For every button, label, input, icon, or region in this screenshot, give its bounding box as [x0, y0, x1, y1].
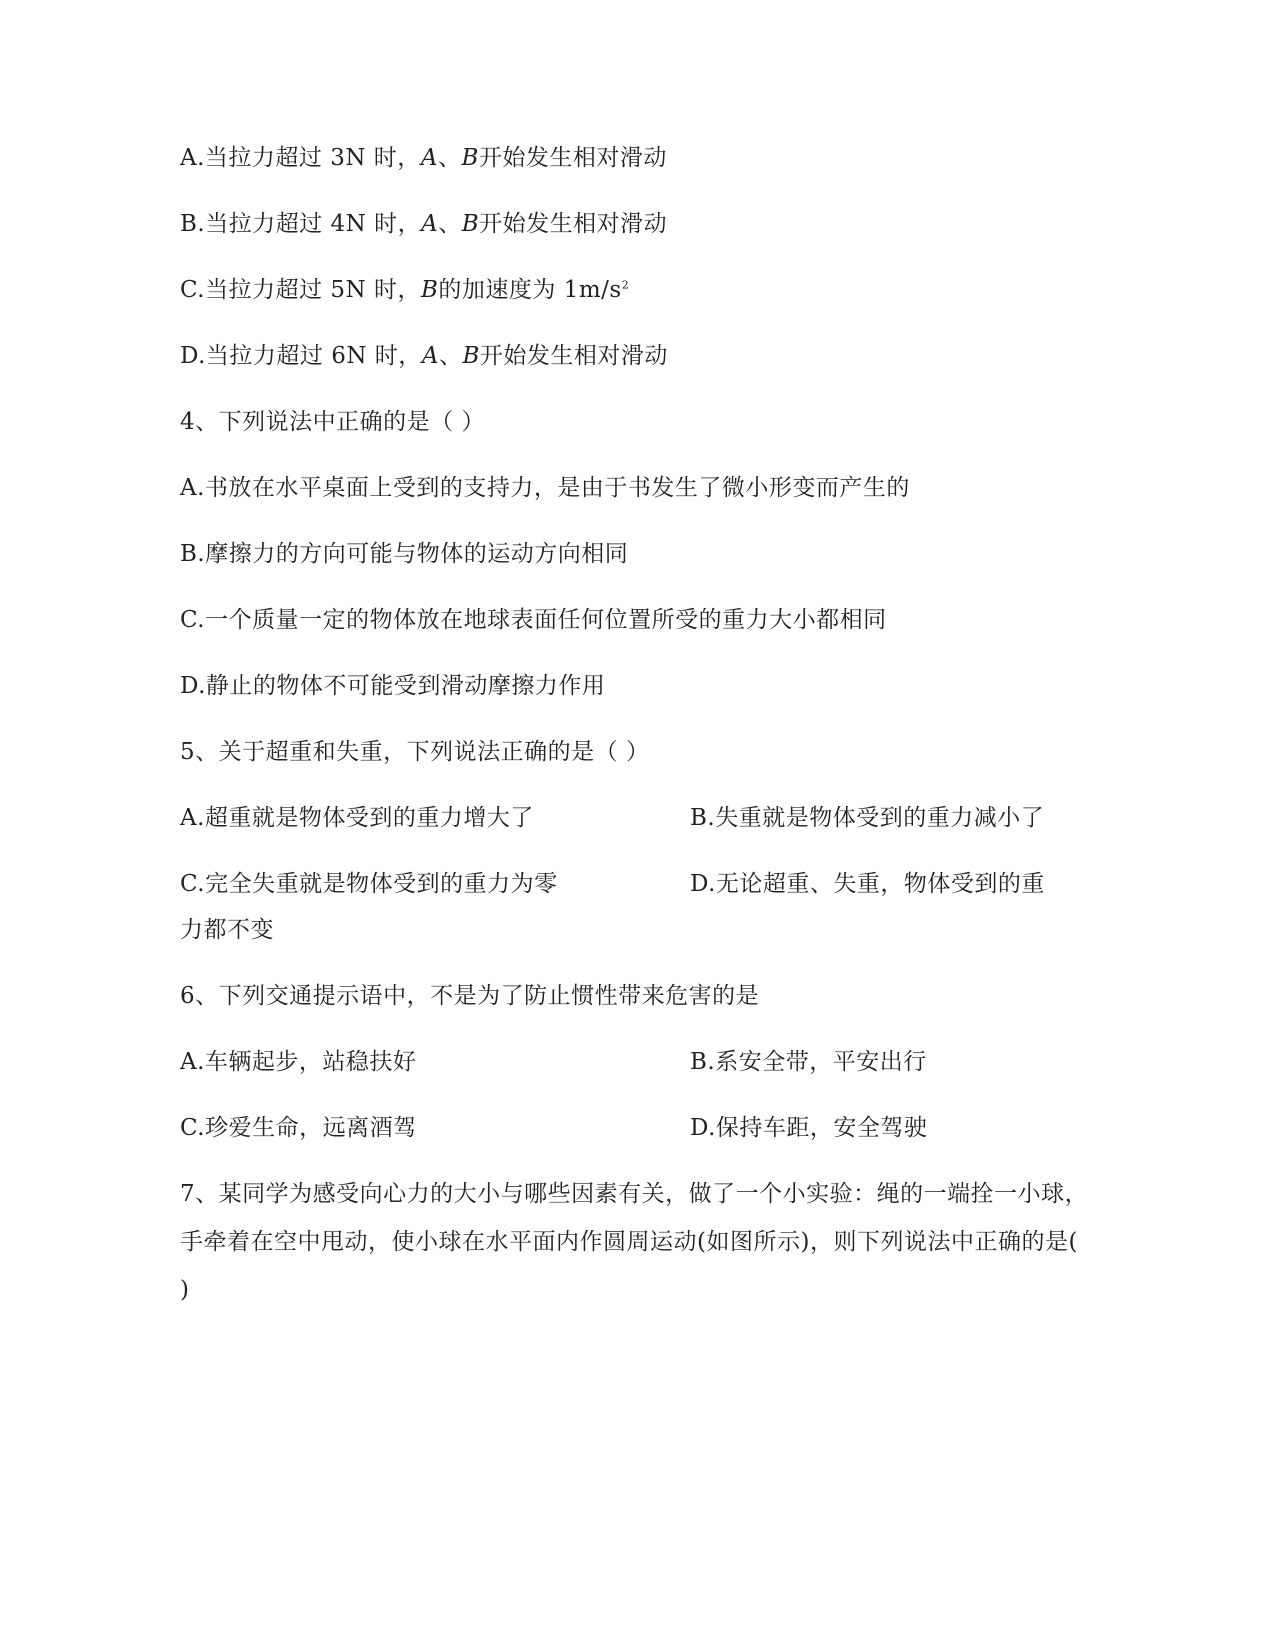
q4-stem: 4、下列说法中正确的是（ ） [180, 409, 485, 435]
q6-option-c: C.珍爱生命，远离酒驾 [180, 1115, 417, 1141]
q3-option-a: A.当拉力超过 3N 时，A、B开始发生相对滑动 [180, 145, 667, 171]
q4-option-c: C.一个质量一定的物体放在地球表面任何位置所受的重力大小都相同 [180, 607, 887, 633]
q3-option-b: B.当拉力超过 4N 时，A、B开始发生相对滑动 [180, 211, 668, 237]
q6-option-b: B.系安全带，平安出行 [690, 1049, 927, 1075]
q5-option-c: C.完全失重就是物体受到的重力为零 [180, 871, 558, 897]
q4-option-d: D.静止的物体不可能受到滑动摩擦力作用 [180, 673, 606, 699]
q3-option-d: D.当拉力超过 6N 时，A、B开始发生相对滑动 [180, 343, 668, 369]
q6-option-a: A.车辆起步，站稳扶好 [180, 1049, 417, 1075]
q4-option-b: B.摩擦力的方向可能与物体的运动方向相同 [180, 541, 629, 567]
q5-option-a: A.超重就是物体受到的重力增大了 [180, 805, 534, 831]
q5-option-d-continuation: 力都不变 [180, 917, 274, 943]
q3-option-c: C.当拉力超过 5N 时，B的加速度为 $1m/s^2$ [180, 277, 630, 303]
q5-option-d: D.无论超重、失重，物体受到的重 [690, 871, 1045, 897]
q5-stem: 5、关于超重和失重，下列说法正确的是（ ） [180, 739, 650, 765]
q6-option-d: D.保持车距，安全驾驶 [690, 1115, 928, 1141]
q5-option-b: B.失重就是物体受到的重力减小了 [690, 805, 1045, 831]
q7-stem: 7、某同学为感受向心力的大小与哪些因素有关，做了一个小实验：绳的一端拴一小球，手牵着在空中甩动，使小球在水平面内作圆周运动(如图所示)，则下列说法中正确的是( ) [180, 1181, 1089, 1303]
q6-stem: 6、下列交通提示语中，不是为了防止惯性带来危害的是 [180, 983, 760, 1009]
q4-option-a: A.书放在水平桌面上受到的支持力，是由于书发生了微小形变而产生的 [180, 475, 910, 501]
